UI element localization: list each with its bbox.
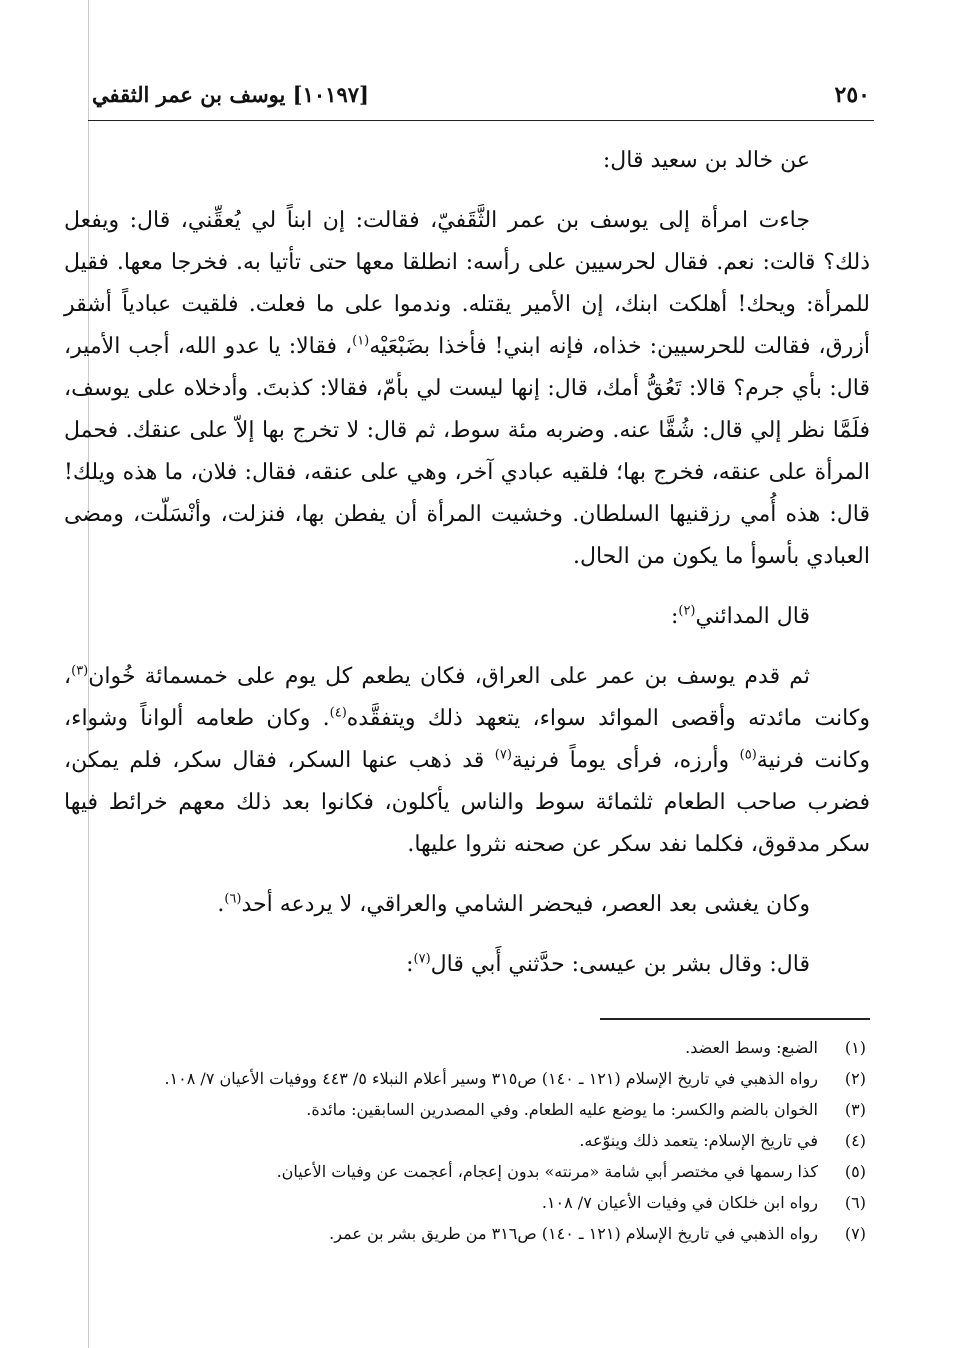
page-header [88,80,874,121]
running-head: [١٠١٩٧] يوسف بن عمر الثقفي [92,82,369,107]
footnote-ref-2: (٢) [678,603,696,619]
page-number: ٢٥٠ [834,82,870,108]
footnote-item: (٥) كذا رسمها في مختصر أبي شامة «مرنته» بدون إعجام، أعجمت عن وفيات الأعيان. [276,1162,866,1181]
footnote-item: (٦) رواه ابن خلكان في وفيات الأعيان ٧/ ١٠٨. [541,1193,866,1212]
paragraph-4: ثم قدم يوسف بن عمر على العراق، فكان يطعم كل يوم على خمسمائة خُوان$^{(٣)}$، وكانت مائدته وأقصى الموائد سواء، يتعهد ذلك ويتفقَّده$^{(٤)}$. وكان طعامه ألواناً وشواء، وكانت فرنية$^{(٥)}$ وأرزه، فرأى يوماً فرنية$^{(٧)}$ قد ذهب عنها السكر، فقال سكر، فلم يمكن، فضرب صاحب الطعام ثلثمائة سوط والناس يأكلون، فكانوا بعد ذلك معهم خرائط فيها سكر مدقوق، فكلما نفد سكر عن صحنه نثروا عليها. [64,663,870,857]
footnote-ref-1: (١) [352,333,370,349]
paragraph-3: قال المدائني$^{(٢)}$: [670,603,810,629]
main-text [64,140,870,986]
paragraph-1: عن خالد بن سعيد قال: [602,148,810,173]
footnote-ref-4: (٤) [329,705,347,721]
footnote-item: (٣) الخوان بالضم والكسر: ما يوضع عليه الطعام. وفي المصدرين السابقين: مائدة. [306,1100,866,1119]
footnote-item: (٧) رواه الذهبي في تاريخ الإسلام (١٢١ ـ ١٤٠) ص٣١٦ من طريق بشر بن عمر. [329,1224,866,1243]
footnote-item: (٢) رواه الذهبي في تاريخ الإسلام (١٢١ ـ ١٤٠) ص٣١٥ وسير أعلام النبلاء ٥/ ٤٤٣ ووفيات الأعيان ٧/ ١٠٨. [164,1069,866,1088]
paragraph-2: جاءت امرأة إلى يوسف بن عمر الثَّقَفيّ، فقالت: إن ابناً لي يُعقِّني، قال: ويفعل ذلك؟ قالت: نعم. فقال لحرسيين على رأسه: انطلقا معها حتى تأتيا به. فخرجا معها. فقيل للمرأة: ويحك! أهلكت ابنك، إن الأمير يقتله. وندموا على ما فعلت. فلقيت عبادياً أشقر أزرق، فقالت للحرسيين: خذاه، فإنه ابني! فأخذا بضَبْعَيْه$^{(١)}$، فقالا: يا عدو الله، أجب الأمير، قال: بأي جرم؟ قالا: تَعُقُّ أمك، قال: إنها ليست لي بأمّ، فقالا: كذبتَ. وأدخلاه على يوسف، فلَمَّا نظر إلي قال: شُقَّا عنه. وضربه مئة سوط، ثم قال: لا تخرج بها إلاّ على عنقك. فحمل المرأة على عنقه، فخرج بها؛ فلقيه عبادي آخر، وهي على عنقه، فقال: فلان، ما هذه ويلك! قال: هذه أُمي رزقنيها السلطان. وخشيت المرأة أن يفطن بها، فنزلت، وأنْسَلّت، ومضى العبادي بأسوأ ما يكون من الحال. [64,208,871,569]
footnote-ref-6: (٦) [224,891,242,907]
paragraph-5: وكان يغشى بعد العصر، فيحضر الشامي والعراقي، لا يردعه أحد$^{(٦)}$. [217,891,810,917]
footnote-item: (٤) في تاريخ الإسلام: يتعمد ذلك وينوّعه. [579,1131,866,1150]
footnote-item: (١) الضبع: وسط العضد. [685,1038,866,1057]
footnote-ref-7a: (٧) [494,747,512,763]
footnotes [96,1032,866,1249]
footnote-ref-3: (٣) [71,663,89,679]
paragraph-6: قال: وقال بشر بن عيسى: حدَّثني أَبي قال$^{(٧)}$: [406,951,810,977]
footnote-ref-7b: (٧) [413,951,431,967]
footnote-separator [600,1018,870,1020]
footnote-ref-5: (٥) [739,747,757,763]
